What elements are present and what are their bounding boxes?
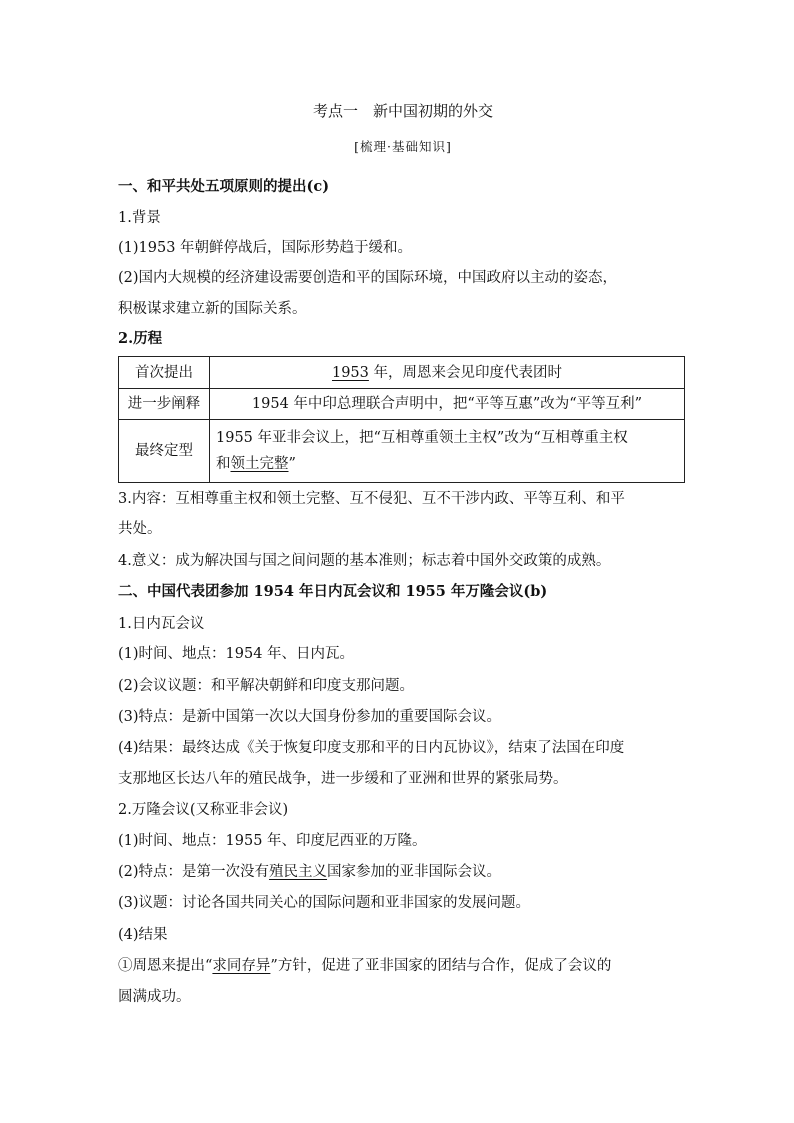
paragraph: (3)议题：讨论各国共同关心的国际问题和亚非国家的发展问题。 xyxy=(118,895,531,911)
underlined-year: 1953 xyxy=(331,364,369,381)
table-key-cell: 进一步阐释 xyxy=(119,389,210,420)
underlined-term: 求同存异 xyxy=(212,958,271,974)
text-run: ①周恩来提出“ xyxy=(118,958,213,974)
text-run: ”方针，促进了亚非国家的团结与合作，促成了会议的 xyxy=(270,958,612,974)
paragraph xyxy=(118,862,501,882)
subheading-geneva: 1.日内瓦会议 xyxy=(118,616,205,632)
paragraph: 圆满成功。 xyxy=(118,989,191,1005)
paragraph: (2)国内大规模的经济建设需要创造和平的国际环境，中国政府以主动的姿态， xyxy=(118,270,618,286)
table-text: ” xyxy=(288,456,296,472)
section-heading-1: 一、和平共处五项原则的提出(c) xyxy=(118,178,330,195)
table-row xyxy=(119,389,685,420)
paragraph: 积极谋求建立新的国际关系。 xyxy=(118,301,307,317)
paragraph: (3)特点：是新中国第一次以大国身份参加的重要国际会议。 xyxy=(118,709,502,725)
paragraph xyxy=(118,956,611,976)
section-tag: [梳理·基础知识] xyxy=(354,139,452,154)
paragraph: 共处。 xyxy=(118,521,162,537)
paragraph: 3.内容：互相尊重主权和领土完整、互不侵犯、互不干涉内政、平等互利、和平 xyxy=(118,491,625,507)
page-title: 考点一 新中国初期的外交 xyxy=(312,102,493,120)
table-text: 年，周恩来会见印度代表团时 xyxy=(368,364,562,381)
section-heading-2: 二、中国代表团参加 1954 年日内瓦会议和 1955 年万隆会议(b) xyxy=(118,583,548,600)
table-row xyxy=(119,357,685,389)
paragraph: (1)1953 年朝鲜停战后，国际形势趋于缓和。 xyxy=(118,240,413,256)
table-value-cell: 1954 年中印总理联合声明中，把“平等互惠”改为“平等互利” xyxy=(210,389,685,420)
paragraph: 支那地区长达八年的殖民战争，进一步缓和了亚洲和世界的紧张局势。 xyxy=(118,771,568,787)
table-value-cell xyxy=(210,420,685,483)
table-text: 和 xyxy=(216,456,231,472)
subheading-bandung: 2.万隆会议(又称亚非会议) xyxy=(118,802,289,818)
process-table xyxy=(118,356,685,483)
text-run: (2)特点：是第一次没有 xyxy=(118,864,270,880)
underlined-term: 领土完整 xyxy=(230,456,289,472)
paragraph: (1)时间、地点：1955 年、印度尼西亚的万隆。 xyxy=(118,833,427,849)
subheading-background: 1.背景 xyxy=(118,210,161,226)
table-row xyxy=(119,420,685,483)
underlined-term: 殖民主义 xyxy=(269,864,328,880)
subheading-process: 2.历程 xyxy=(118,330,163,347)
paragraph: (1)时间、地点：1954 年、日内瓦。 xyxy=(118,646,355,662)
text-run: 国家参加的亚非国际会议。 xyxy=(327,864,502,880)
paragraph: (4)结果：最终达成《关于恢复印度支那和平的日内瓦协议》，结束了法国在印度 xyxy=(118,740,625,756)
table-value-cell xyxy=(210,357,685,389)
table-key-cell: 最终定型 xyxy=(119,420,210,483)
paragraph: (2)会议议题：和平解决朝鲜和印度支那问题。 xyxy=(118,678,415,694)
paragraph: (4)结果 xyxy=(118,927,168,943)
paragraph: 4.意义：成为解决国与国之间问题的基本准则；标志着中国外交政策的成熟。 xyxy=(118,553,611,569)
table-text: 1955 年亚非会议上，把“互相尊重领土主权”改为“互相尊重主权 xyxy=(216,430,628,446)
table-key-cell: 首次提出 xyxy=(119,357,210,389)
